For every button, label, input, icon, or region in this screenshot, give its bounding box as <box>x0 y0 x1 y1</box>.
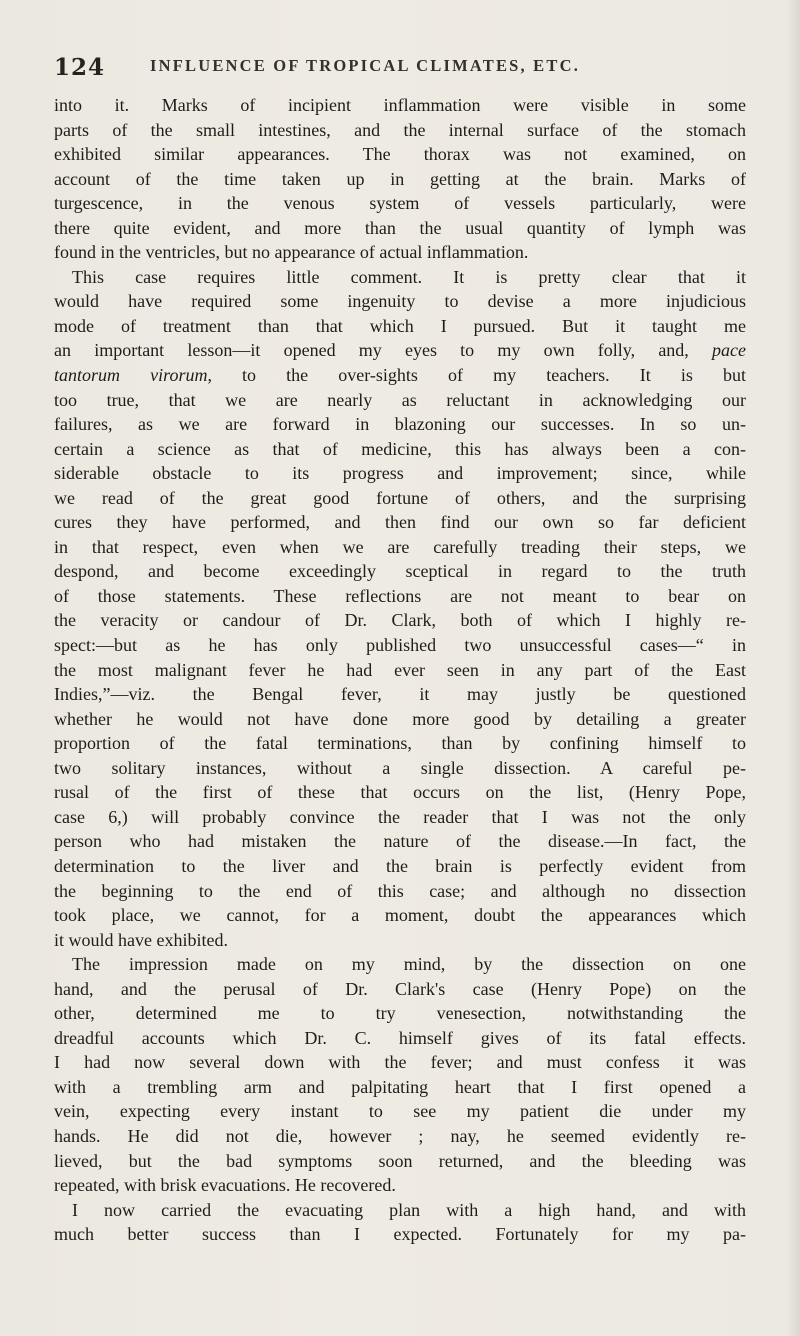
page-number: 124 <box>54 54 106 81</box>
text-line: mode of treatment than that which I pursued. But it taught me <box>54 315 746 336</box>
text-line: whether he would not have done more good by detailing a greater <box>54 708 746 729</box>
text-line: This case requires little comment. It is pretty clear that it <box>72 266 746 287</box>
text-line: into it. Marks of incipient inflammation were visible in some <box>54 95 746 115</box>
running-head: INFLUENCE OF TROPICAL CLIMATES, ETC. <box>150 56 581 75</box>
text-line: the most malignant fever he had ever seen in any part of the East <box>54 659 746 680</box>
text-line <box>54 338 746 363</box>
text-line: the beginning to the end of this case; and although no dissection <box>54 880 746 901</box>
text-line: hands. He did not die, however ; nay, he seemed evidently re- <box>54 1125 746 1146</box>
text-line: lieved, but the bad symptoms soon returned, and the bleeding was <box>54 1150 746 1171</box>
text-line: repeated, with brisk evacuations. He recovered. <box>54 1175 396 1196</box>
text-line: turgescence, in the venous system of vessels particularly, were <box>54 193 746 214</box>
text-line: siderable obstacle to its progress and improvement; since, while <box>54 463 746 484</box>
text-line: dreadful accounts which Dr. C. himself gives of its fatal effects. <box>54 1027 746 1048</box>
latin-phrase-pace: pace <box>712 340 746 361</box>
text-line: would have required some ingenuity to devise a more injudicious <box>54 291 746 312</box>
text-line: there quite evident, and more than the usual quantity of lymph was <box>54 217 746 238</box>
text-line: exhibited similar appearances. The thorax was not examined, on <box>54 144 746 165</box>
text-line: Indies,”—viz. the Bengal fever, it may justly be questioned <box>54 684 746 705</box>
text-line: I had now several down with the fever; and must confess it was <box>54 1052 746 1073</box>
text-line: I now carried the evacuating plan with a high hand, and with <box>72 1199 746 1220</box>
text-line: person who had mistaken the nature of the disease.—In fact, the <box>54 831 746 852</box>
text-line-segment: , to the over-sights of my teachers. It is but <box>207 365 746 386</box>
text-line: The impression made on my mind, by the dissection on one <box>72 954 746 975</box>
text-line: account of the time taken up in getting at the brain. Marks of <box>54 168 746 189</box>
text-line: too true, that we are nearly as reluctant in acknowledging our <box>54 389 746 410</box>
page-edge-shadow <box>786 0 800 1336</box>
text-line: of those statements. These reflections are not meant to bear on <box>54 585 746 606</box>
text-line: proportion of the fatal terminations, than by confining himself to <box>54 733 746 754</box>
text-line: despond, and become exceedingly sceptical in regard to the truth <box>54 561 746 582</box>
text-line: case 6,) will probably convince the reader that I was not the only <box>54 806 746 827</box>
text-line <box>54 363 746 388</box>
text-line-segment: an important lesson—it opened my eyes to my own folly, and, <box>54 340 713 361</box>
text-line: certain a science as that of medicine, this has always been a con- <box>54 438 746 459</box>
text-line: rusal of the first of these that occurs on the list, (Henry Pope, <box>54 782 746 803</box>
text-line: spect:—but as he has only published two unsuccessful cases—“ in <box>54 635 746 656</box>
text-line: the veracity or candour of Dr. Clark, both of which I highly re- <box>54 610 746 631</box>
text-line: determination to the liver and the brain is perfectly evident from <box>54 855 746 876</box>
text-line: parts of the small intestines, and the internal surface of the stomach <box>54 119 746 140</box>
text-line: with a trembling arm and palpitating heart that I first opened a <box>54 1076 746 1097</box>
text-line: much better success than I expected. Fortunately for my pa- <box>54 1224 746 1245</box>
page-header <box>54 54 744 84</box>
text-line: in that respect, even when we are carefully treading their steps, we <box>54 536 746 557</box>
text-line: failures, as we are forward in blazoning our successes. In so un- <box>54 414 746 435</box>
text-line: hand, and the perusal of Dr. Clark's case (Henry Pope) on the <box>54 978 746 999</box>
text-line: cures they have performed, and then find our own so far deficient <box>54 512 746 533</box>
latin-phrase: tantorum virorum <box>54 365 208 386</box>
text-line: vein, expecting every instant to see my patient die under my <box>54 1101 746 1122</box>
text-line: we read of the great good fortune of others, and the surprising <box>54 487 746 508</box>
text-line: two solitary instances, without a single dissection. A careful pe- <box>54 757 746 778</box>
body-text <box>54 93 746 1247</box>
text-line: other, determined me to try venesection, notwithstanding the <box>54 1003 746 1024</box>
text-line: took place, we cannot, for a moment, doubt the appearances which <box>54 905 746 926</box>
text-line: it would have exhibited. <box>54 929 228 950</box>
text-line: found in the ventricles, but no appearance of actual inflammation. <box>54 242 529 263</box>
